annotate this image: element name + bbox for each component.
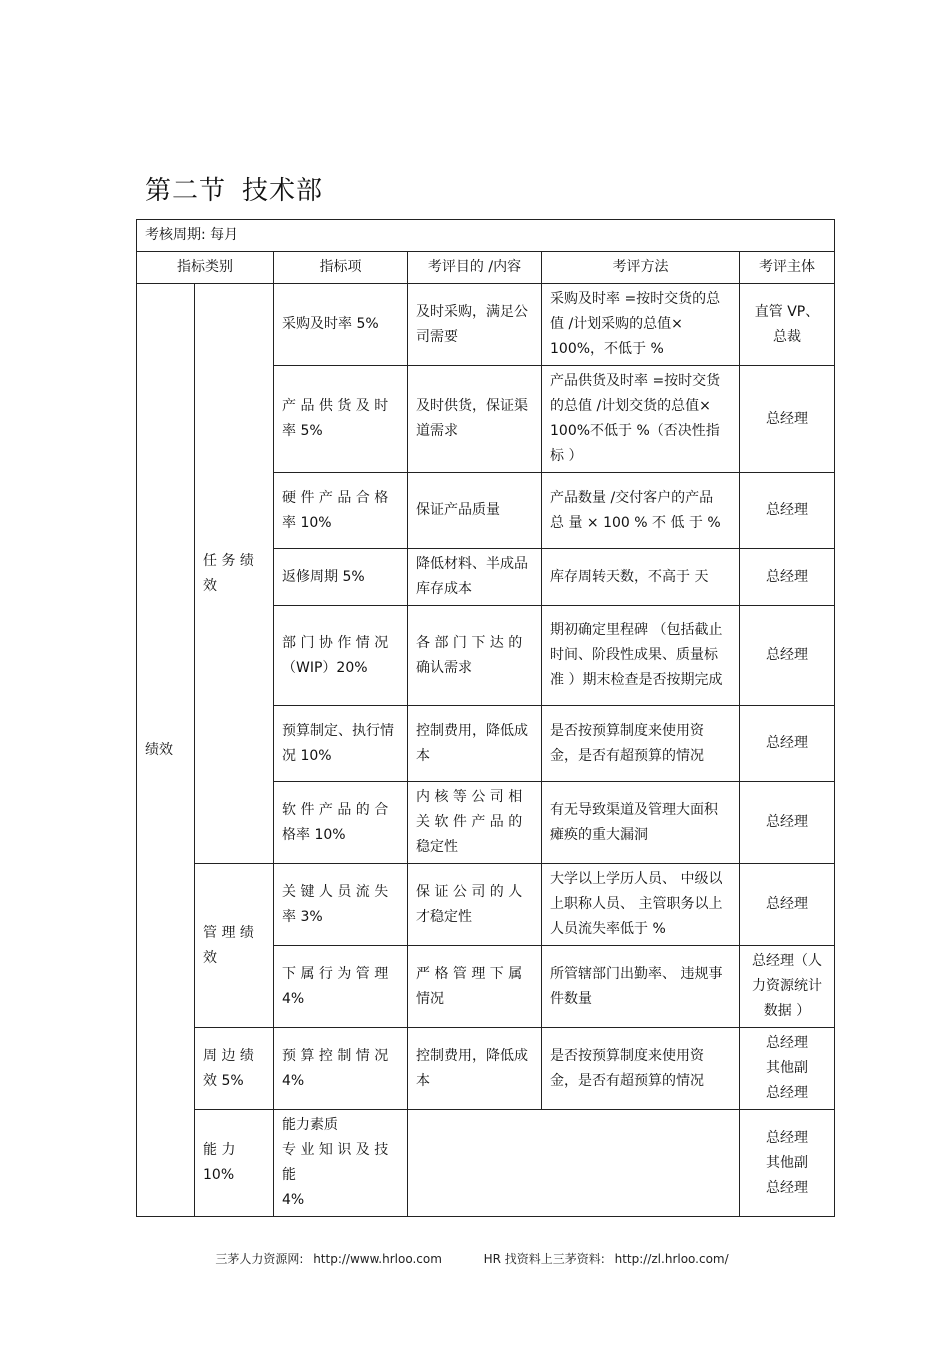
item-cell: 返修周期 5% <box>274 549 408 606</box>
evaluator-line: 其他副 <box>766 1060 808 1076</box>
method-cell: 有无导致渠道及管理大面积瘫痪的重大漏洞 <box>542 782 740 864</box>
kpi-table <box>136 219 835 1217</box>
item-cell: 部 门 协 作 情 况（WIP）20% <box>274 606 408 706</box>
table-row <box>137 1028 835 1110</box>
evaluator-cell: 总经理 <box>740 782 835 864</box>
section-label: 第二节 <box>145 176 227 206</box>
item-line: 能力素质 <box>282 1117 338 1133</box>
evaluator-cell: 总经理 <box>740 549 835 606</box>
item-cell <box>274 1110 408 1217</box>
group-peripheral-performance: 周 边 绩 效 5% <box>195 1028 274 1110</box>
evaluator-line: 总经理 <box>766 1035 808 1051</box>
footer-hr-link[interactable]: http://zl.hrloo.com/ <box>614 1252 729 1266</box>
footer-site-link[interactable]: http://www.hrloo.com <box>313 1252 442 1266</box>
evaluator-cell: 总经理 <box>740 864 835 946</box>
footer-hr-label: HR 找资料上三茅资料: <box>483 1252 605 1266</box>
purpose-cell: 降低材料、半成品库存成本 <box>408 549 542 606</box>
purpose-cell: 控制费用，降低成本 <box>408 1028 542 1110</box>
section-title: 技术部 <box>242 176 324 206</box>
purpose-cell: 及时供货，保证渠道需求 <box>408 366 542 473</box>
group-task-performance: 任 务 绩 效 <box>195 284 274 864</box>
category-performance: 绩效 <box>137 284 195 1217</box>
item-cell: 软 件 产 品 的 合 格率 10% <box>274 782 408 864</box>
evaluator-line: 总经理 <box>766 1179 808 1196</box>
purpose-cell: 及时采购，满足公司需要 <box>408 284 542 366</box>
evaluator-line: 其他副 <box>766 1154 808 1171</box>
evaluator-cell: 总经理 <box>740 366 835 473</box>
evaluator-line: 总经理 <box>766 1085 808 1101</box>
method-cell: 产品供货及时率 =按时交货的总值 /计划交货的总值× 100%不低于 %（否决性指标 ） <box>542 366 740 473</box>
table-row <box>137 284 835 366</box>
footer-site-label: 三茅人力资源网: <box>215 1252 304 1266</box>
evaluator-cell: 直管 VP、总裁 <box>740 284 835 366</box>
empty-cell <box>408 1110 740 1217</box>
method-cell: 是否按预算制度来使用资金，是否有超预算的情况 <box>542 1028 740 1110</box>
page-footer <box>0 1250 950 1267</box>
ability-name: 能 力 <box>203 1142 236 1158</box>
item-cell: 预 算 控 制 情 况 4% <box>274 1028 408 1110</box>
assessment-period: 考核周期: 每月 <box>137 220 835 252</box>
method-cell: 产品数量 /交付客户的产品 总 量 × 100 % 不 低 于 % <box>542 473 740 549</box>
item-line: 专 业 知 识 及 技 能 <box>282 1142 389 1183</box>
evaluator-cell: 总经理（人力资源统计数据 ） <box>740 946 835 1028</box>
ability-pct: 10% <box>203 1167 235 1183</box>
evaluator-cell: 总经理 <box>740 706 835 782</box>
group-ability <box>195 1110 274 1217</box>
page-title <box>145 170 323 207</box>
purpose-cell: 保证产品质量 <box>408 473 542 549</box>
header-evaluator: 考评主体 <box>740 252 835 284</box>
header-item: 指标项 <box>274 252 408 284</box>
header-method: 考评方法 <box>542 252 740 284</box>
table-row <box>137 864 835 946</box>
evaluator-cell <box>740 1028 835 1110</box>
header-category: 指标类别 <box>137 252 274 284</box>
purpose-cell: 各 部 门 下 达 的 确认需求 <box>408 606 542 706</box>
evaluator-cell: 总经理 <box>740 473 835 549</box>
item-cell: 预算制定、执行情况 10% <box>274 706 408 782</box>
item-cell: 关 键 人 员 流 失 率 3% <box>274 864 408 946</box>
header-purpose: 考评目的 /内容 <box>408 252 542 284</box>
method-cell: 大学以上学历人员、 中级以上职称人员、 主管职务以上人员流失率低于 % <box>542 864 740 946</box>
purpose-cell: 保 证 公 司 的 人 才稳定性 <box>408 864 542 946</box>
method-cell: 所管辖部门出勤率、 违规事件数量 <box>542 946 740 1028</box>
item-cell: 产 品 供 货 及 时 率 5% <box>274 366 408 473</box>
purpose-cell: 内 核 等 公 司 相 关 软 件 产 品 的 稳定性 <box>408 782 542 864</box>
item-cell: 硬 件 产 品 合 格 率 10% <box>274 473 408 549</box>
method-cell: 是否按预算制度来使用资金，是否有超预算的情况 <box>542 706 740 782</box>
evaluator-line: 总经理 <box>766 1129 808 1146</box>
purpose-cell: 严 格 管 理 下 属 情况 <box>408 946 542 1028</box>
item-cell: 下 属 行 为 管 理 4% <box>274 946 408 1028</box>
table-row <box>137 1110 835 1217</box>
method-cell: 库存周转天数，不高于 天 <box>542 549 740 606</box>
method-cell: 采购及时率 =按时交货的总值 /计划采购的总值× 100%，不低于 % <box>542 284 740 366</box>
group-management-performance: 管 理 绩 效 <box>195 864 274 1028</box>
evaluator-cell: 总经理 <box>740 606 835 706</box>
purpose-cell: 控制费用，降低成本 <box>408 706 542 782</box>
item-cell: 采购及时率 5% <box>274 284 408 366</box>
evaluator-cell <box>740 1110 835 1217</box>
item-line: 4% <box>282 1192 305 1208</box>
method-cell: 期初确定里程碑 （包括截止时间、阶段性成果、质量标准 ）期末检查是否按期完成 <box>542 606 740 706</box>
